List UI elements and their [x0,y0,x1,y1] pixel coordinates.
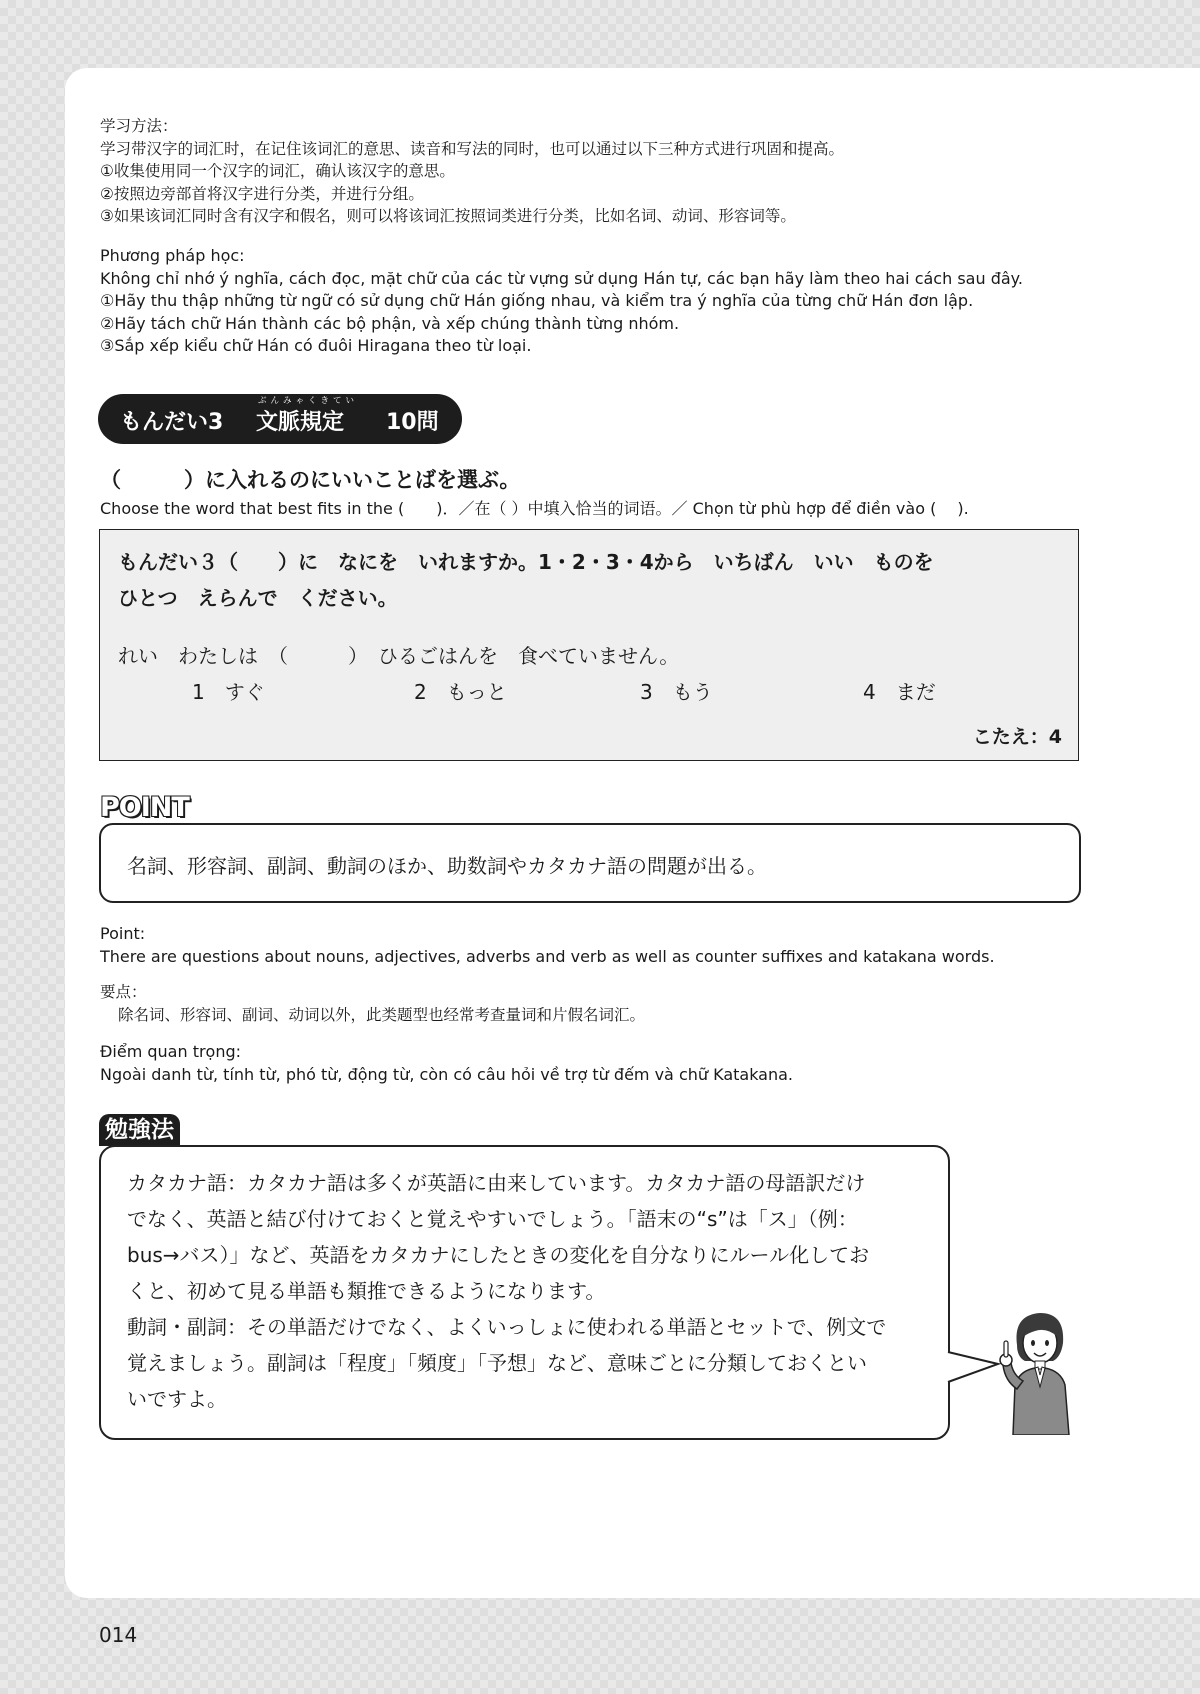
study-method-vi-line: ③Sắp xếp kiểu chữ Hán có đuôi Hiragana theo từ loại. [100,336,532,355]
teacher-illustration [995,1305,1085,1435]
page-number: 014 [99,1623,138,1647]
example-option: 4 まだ [863,680,936,704]
example-option: 3 もう [640,680,713,704]
point-vi-text: Ngoài danh từ, tính từ, phó từ, động từ, còn có câu hỏi về trợ từ đếm và chữ Katakana. [100,1064,794,1084]
study-method-vi-line: ②Hãy tách chữ Hán thành các bộ phận, và xếp chúng thành từng nhóm. [100,313,680,333]
instruction-japanese: （ ）に入れるのにいいことばを選ぶ。 [100,468,521,492]
example-question-line: もんだい３（ ）に なにを いれますか。1・2・3・4から いちばん いい ものを [118,550,934,574]
study-method-vi-line: Không chỉ nhớ ý nghĩa, cách đọc, mặt chữ của các từ vựng sử dụng Hán tự, các bạn hãy làm theo hai cách sau đây. [100,268,1023,288]
example-box [99,529,1079,761]
study-tips-speech-bubble [99,1145,950,1440]
study-method-vi-heading: Phương pháp học: [100,246,245,265]
study-tips-line: でなく、英語と結び付けておくと覚えやすいでしょう。「語末の“s”は「ス」（例： [127,1207,858,1231]
study-tips-line: 動詞・副詞：その単語だけでなく、よくいっしょに使われる単語とセットで、例文で [127,1315,887,1339]
study-tips-line: 覚えましょう。副詞は「程度」「頻度」「予想」など、意味ごとに分類しておくとい [127,1351,867,1375]
point-vi-heading: Điểm quan trọng: [100,1042,242,1061]
point-english [100,923,1080,968]
section-title-ruby: ぶんみゃくきてい [258,396,359,406]
study-method-zh-heading: 学习方法： [100,117,178,135]
example-option: 2 もっと [414,680,507,704]
point-zh-text: 除名词、形容词、副词、动词以外，此类题型也经常考查量词和片假名词汇。 [118,1005,646,1024]
study-tips-line: bus→バス）」など、英語をカタカナにしたときの変化を自分なりにルール化してお [127,1243,870,1267]
example-answer: こたえ：4 [972,726,1062,748]
instruction-multilingual: Choose the word that best fits in the ( )．／在（ ）中填入恰当的词语。／ Chọn từ phù hợp để điền vào ( ). [100,499,969,518]
example-sentence: れい わたしは （ ） ひるごはんを 食べていません。 [118,644,680,668]
point-tag: POINT [100,792,189,823]
study-method-zh-line: 学习带汉字的词汇时，在记住该词汇的意思、读音和写法的同时，也可以通过以下三种方式进行巩固和提高。 [100,139,845,158]
study-method-vi-line: ①Hãy thu thập những từ ngữ có sử dụng chữ Hán giống nhau, và kiểm tra ý nghĩa của từng chữ Hán đơn lập. [100,291,974,310]
section-question-count: 10問 [386,410,439,435]
study-method-zh-line: ①收集使用同一个汉字的词汇，确认该汉字的意思。 [100,162,455,180]
study-tips-line: カタカナ語：カタカナ語は多くが英語に由来しています。カタカナ語の母語訳だけ [127,1171,866,1195]
point-zh-heading: 要点： [100,983,147,1001]
point-box [99,823,1081,903]
study-tips-line: くと、初めて見る単語も類推できるようになります。 [127,1279,606,1303]
study-tips-tag: 勉強法 [99,1114,180,1146]
section-label: もんだい3 [120,410,224,435]
example-question-line: ひとつ えらんで ください。 [118,586,398,610]
study-tips-line: いですよ。 [127,1387,227,1411]
point-vietnamese [100,1041,1080,1086]
section-title: 文脈規定 [256,410,345,435]
point-en-heading: Point: [100,924,146,943]
point-text: 名詞、形容詞、副詞、動詞のほか、助数詞やカタカナ語の問題が出る。 [127,854,767,878]
point-chinese [100,981,1080,1026]
example-option: 1 すぐ [192,680,265,704]
study-tips-text [127,1165,927,1417]
study-method-vietnamese [100,245,1080,358]
point-en-text: There are questions about nouns, adjectives, adverbs and verb as well as counter suffixes and katakana words. [100,946,995,966]
section-banner [98,394,462,444]
study-method-chinese [100,115,1080,228]
study-method-zh-line: ③如果该词汇同时含有汉字和假名，则可以将该词汇按照词类进行分类，比如名词、动词、形容词等。 [100,207,796,225]
speech-bubble-tail [946,1350,1002,1400]
study-method-zh-line: ②按照边旁部首将汉字进行分类，并进行分组。 [100,184,424,203]
